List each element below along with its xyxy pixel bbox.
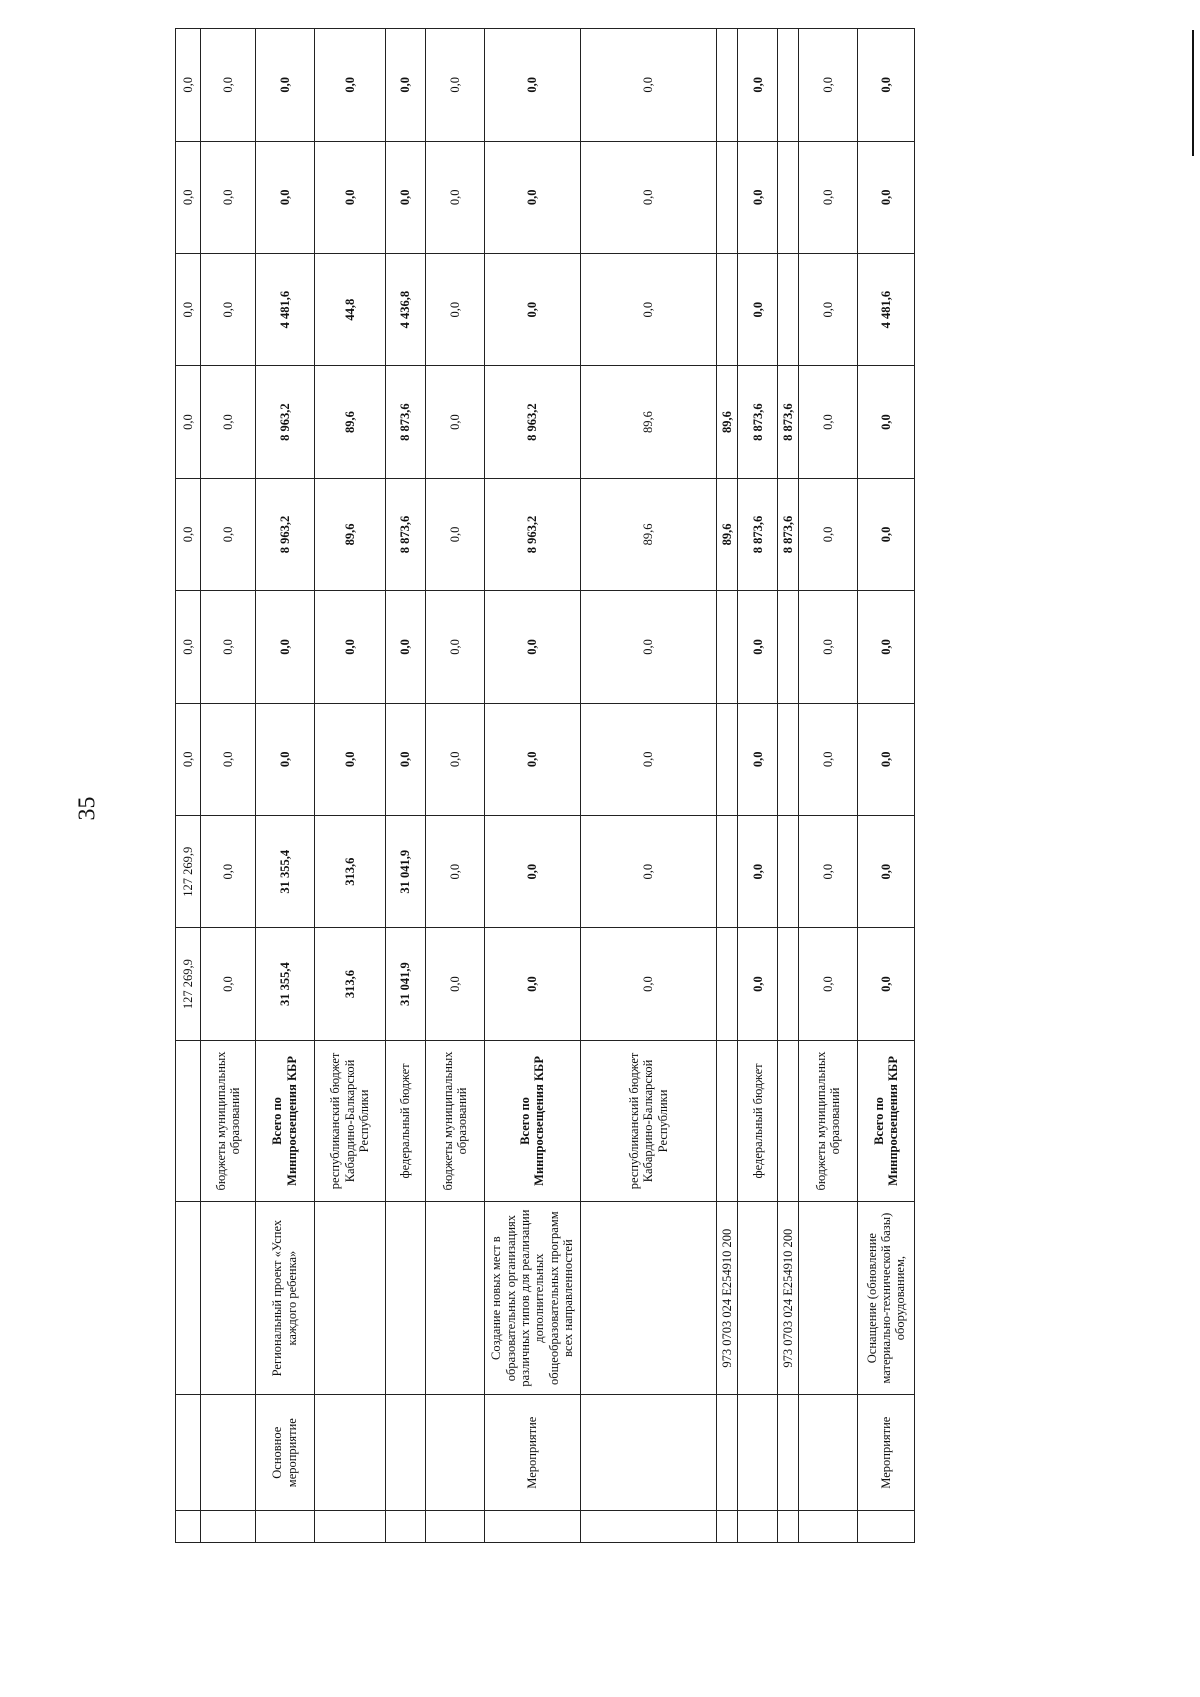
row-index-cell: [426, 1511, 485, 1543]
value-cell: 0,0: [201, 29, 256, 142]
table-row: [799, 29, 858, 1543]
table-row: [426, 29, 485, 1543]
value-cell: 0,0: [484, 591, 580, 703]
value-cell: 0,0: [484, 141, 580, 253]
value-cell: 0,0: [799, 928, 858, 1040]
value-cell: 0,0: [255, 591, 314, 703]
value-cell: 0,0: [201, 591, 256, 703]
row-type-cell: Мероприятие: [858, 1395, 915, 1511]
value-cell: 0,0: [799, 815, 858, 927]
value-cell: [778, 703, 799, 815]
value-cell: 0,0: [580, 703, 717, 815]
row-type-cell: [717, 1395, 738, 1511]
value-cell: 0,0: [484, 703, 580, 815]
row-source-cell: Всего по Минпросвещения КБР: [858, 1040, 915, 1201]
value-cell: [778, 141, 799, 253]
value-cell: 0,0: [314, 29, 385, 142]
value-cell: 0,0: [201, 815, 256, 927]
value-cell: 89,6: [717, 366, 738, 478]
value-cell: 0,0: [799, 366, 858, 478]
value-cell: 0,0: [201, 366, 256, 478]
row-index-cell: [717, 1511, 738, 1543]
row-name-cell: 973 0703 024 E254910 200: [778, 1202, 799, 1395]
value-cell: [778, 591, 799, 703]
value-cell: 0,0: [799, 703, 858, 815]
value-cell: 0,0: [858, 141, 915, 253]
row-source-cell: [176, 1040, 201, 1201]
value-cell: 8 963,2: [484, 478, 580, 590]
row-source-cell: бюджеты муниципальных образований: [426, 1040, 485, 1201]
value-cell: 31 041,9: [386, 815, 426, 927]
value-cell: 0,0: [484, 29, 580, 142]
value-cell: 8 963,2: [255, 366, 314, 478]
value-cell: 0,0: [255, 29, 314, 142]
table-row: [717, 29, 738, 1543]
value-cell: 0,0: [858, 29, 915, 142]
value-cell: 0,0: [858, 366, 915, 478]
value-cell: 0,0: [858, 703, 915, 815]
row-index-cell: [580, 1511, 717, 1543]
value-cell: 8 873,6: [386, 478, 426, 590]
value-cell: 0,0: [580, 928, 717, 1040]
value-cell: 0,0: [738, 29, 778, 142]
row-name-cell: [201, 1202, 256, 1395]
row-name-cell: [738, 1202, 778, 1395]
value-cell: 0,0: [314, 591, 385, 703]
value-cell: 0,0: [426, 591, 485, 703]
value-cell: 31 041,9: [386, 928, 426, 1040]
value-cell: 8 873,6: [386, 366, 426, 478]
value-cell: 0,0: [738, 591, 778, 703]
value-cell: 8 873,6: [738, 478, 778, 590]
value-cell: 8 873,6: [778, 366, 799, 478]
value-cell: 0,0: [858, 591, 915, 703]
value-cell: 89,6: [580, 478, 717, 590]
value-cell: 0,0: [580, 815, 717, 927]
value-cell: 0,0: [484, 253, 580, 365]
value-cell: 0,0: [799, 29, 858, 142]
table-row: [386, 29, 426, 1543]
table-row: [778, 29, 799, 1543]
row-index-cell: [201, 1511, 256, 1543]
rotated-table-canvas: [175, 28, 915, 1543]
row-type-cell: Основное мероприятие: [255, 1395, 314, 1511]
value-cell: [778, 253, 799, 365]
row-type-cell: Мероприятие: [484, 1395, 580, 1511]
value-cell: 0,0: [426, 366, 485, 478]
table-row: [484, 29, 580, 1543]
row-name-cell: [799, 1202, 858, 1395]
row-type-cell: [201, 1395, 256, 1511]
row-name-cell: Региональный проект «Успех каждого ребенка»: [255, 1202, 314, 1395]
value-cell: 0,0: [201, 253, 256, 365]
value-cell: 0,0: [426, 928, 485, 1040]
value-cell: 0,0: [799, 141, 858, 253]
row-type-cell: [799, 1395, 858, 1511]
value-cell: 0,0: [201, 703, 256, 815]
value-cell: 4 436,8: [386, 253, 426, 365]
row-source-cell: бюджеты муниципальных образований: [799, 1040, 858, 1201]
margin-line: [1192, 30, 1194, 156]
value-cell: 0,0: [799, 591, 858, 703]
value-cell: 0,0: [255, 141, 314, 253]
row-type-cell: [738, 1395, 778, 1511]
row-source-cell: республиканский бюджет Кабардино-Балкарской Республики: [314, 1040, 385, 1201]
table-row: [176, 29, 201, 1543]
row-index-cell: [778, 1511, 799, 1543]
row-source-cell: республиканский бюджет Кабардино-Балкарской Республики: [580, 1040, 717, 1201]
value-cell: 0,0: [738, 253, 778, 365]
value-cell: 0,0: [386, 29, 426, 142]
row-name-cell: [314, 1202, 385, 1395]
value-cell: 0,0: [176, 591, 201, 703]
value-cell: [778, 29, 799, 142]
value-cell: 0,0: [426, 478, 485, 590]
value-cell: [717, 141, 738, 253]
row-type-cell: [580, 1395, 717, 1511]
value-cell: 0,0: [426, 815, 485, 927]
value-cell: 0,0: [858, 815, 915, 927]
value-cell: 0,0: [580, 253, 717, 365]
value-cell: 4 481,6: [255, 253, 314, 365]
value-cell: 89,6: [580, 366, 717, 478]
row-type-cell: [778, 1395, 799, 1511]
value-cell: 8 873,6: [778, 478, 799, 590]
value-cell: 89,6: [314, 366, 385, 478]
value-cell: 0,0: [314, 703, 385, 815]
value-cell: [717, 815, 738, 927]
row-index-cell: [484, 1511, 580, 1543]
value-cell: [778, 928, 799, 1040]
row-type-cell: [386, 1395, 426, 1511]
value-cell: 0,0: [176, 478, 201, 590]
value-cell: 0,0: [580, 29, 717, 142]
value-cell: 0,0: [201, 928, 256, 1040]
budget-table: [175, 28, 915, 1543]
value-cell: 0,0: [426, 141, 485, 253]
value-cell: 0,0: [176, 253, 201, 365]
value-cell: 0,0: [426, 253, 485, 365]
row-index-cell: [386, 1511, 426, 1543]
value-cell: 31 355,4: [255, 928, 314, 1040]
value-cell: 44,8: [314, 253, 385, 365]
row-name-cell: Создание новых мест в образовательных организациях различных типов для реализации дополнительных общеобразовательных программ всех направленностей: [484, 1202, 580, 1395]
value-cell: 4 481,6: [858, 253, 915, 365]
value-cell: 0,0: [201, 141, 256, 253]
value-cell: [717, 703, 738, 815]
value-cell: [717, 253, 738, 365]
page-number: 35: [74, 796, 101, 821]
value-cell: 313,6: [314, 815, 385, 927]
value-cell: 8 873,6: [738, 366, 778, 478]
row-source-cell: Всего по Минпросвещения КБР: [255, 1040, 314, 1201]
value-cell: 0,0: [386, 141, 426, 253]
value-cell: 89,6: [717, 478, 738, 590]
value-cell: [717, 591, 738, 703]
value-cell: 8 963,2: [255, 478, 314, 590]
row-source-cell: федеральный бюджет: [738, 1040, 778, 1201]
value-cell: 0,0: [580, 141, 717, 253]
row-index-cell: [799, 1511, 858, 1543]
table-row: [201, 29, 256, 1543]
value-cell: 0,0: [858, 478, 915, 590]
value-cell: 127 269,9: [176, 815, 201, 927]
value-cell: 0,0: [255, 703, 314, 815]
value-cell: 0,0: [176, 141, 201, 253]
value-cell: 0,0: [738, 141, 778, 253]
row-name-cell: Оснащение (обновление материально-технической базы) оборудованием,: [858, 1202, 915, 1395]
value-cell: 0,0: [799, 253, 858, 365]
value-cell: 127 269,9: [176, 928, 201, 1040]
table-row: [580, 29, 717, 1543]
row-index-cell: [255, 1511, 314, 1543]
row-source-cell: [717, 1040, 738, 1201]
value-cell: 0,0: [799, 478, 858, 590]
value-cell: 0,0: [858, 928, 915, 1040]
value-cell: 89,6: [314, 478, 385, 590]
value-cell: 0,0: [386, 703, 426, 815]
table-rotation-wrapper: [175, 28, 915, 1543]
table-row: [858, 29, 915, 1543]
row-name-cell: 973 0703 024 E254910 200: [717, 1202, 738, 1395]
value-cell: 0,0: [426, 703, 485, 815]
value-cell: 0,0: [580, 591, 717, 703]
row-type-cell: [176, 1395, 201, 1511]
row-index-cell: [858, 1511, 915, 1543]
row-type-cell: [426, 1395, 485, 1511]
value-cell: 0,0: [176, 366, 201, 478]
row-index-cell: [314, 1511, 385, 1543]
value-cell: 0,0: [738, 703, 778, 815]
row-source-cell: [778, 1040, 799, 1201]
value-cell: 0,0: [738, 928, 778, 1040]
value-cell: 0,0: [314, 141, 385, 253]
row-source-cell: бюджеты муниципальных образований: [201, 1040, 256, 1201]
row-name-cell: [176, 1202, 201, 1395]
row-source-cell: федеральный бюджет: [386, 1040, 426, 1201]
value-cell: 0,0: [176, 29, 201, 142]
value-cell: 0,0: [386, 591, 426, 703]
value-cell: 0,0: [484, 928, 580, 1040]
table-row: [255, 29, 314, 1543]
row-source-cell: Всего по Минпросвещения КБР: [484, 1040, 580, 1201]
value-cell: 0,0: [738, 815, 778, 927]
value-cell: 0,0: [484, 815, 580, 927]
value-cell: 31 355,4: [255, 815, 314, 927]
value-cell: [717, 928, 738, 1040]
value-cell: 0,0: [426, 29, 485, 142]
row-index-cell: [176, 1511, 201, 1543]
table-row: [314, 29, 385, 1543]
row-name-cell: [426, 1202, 485, 1395]
value-cell: 313,6: [314, 928, 385, 1040]
row-name-cell: [580, 1202, 717, 1395]
table-row: [738, 29, 778, 1543]
value-cell: 8 963,2: [484, 366, 580, 478]
value-cell: 0,0: [176, 703, 201, 815]
value-cell: [717, 29, 738, 142]
value-cell: [778, 815, 799, 927]
row-name-cell: [386, 1202, 426, 1395]
row-index-cell: [738, 1511, 778, 1543]
row-type-cell: [314, 1395, 385, 1511]
value-cell: 0,0: [201, 478, 256, 590]
